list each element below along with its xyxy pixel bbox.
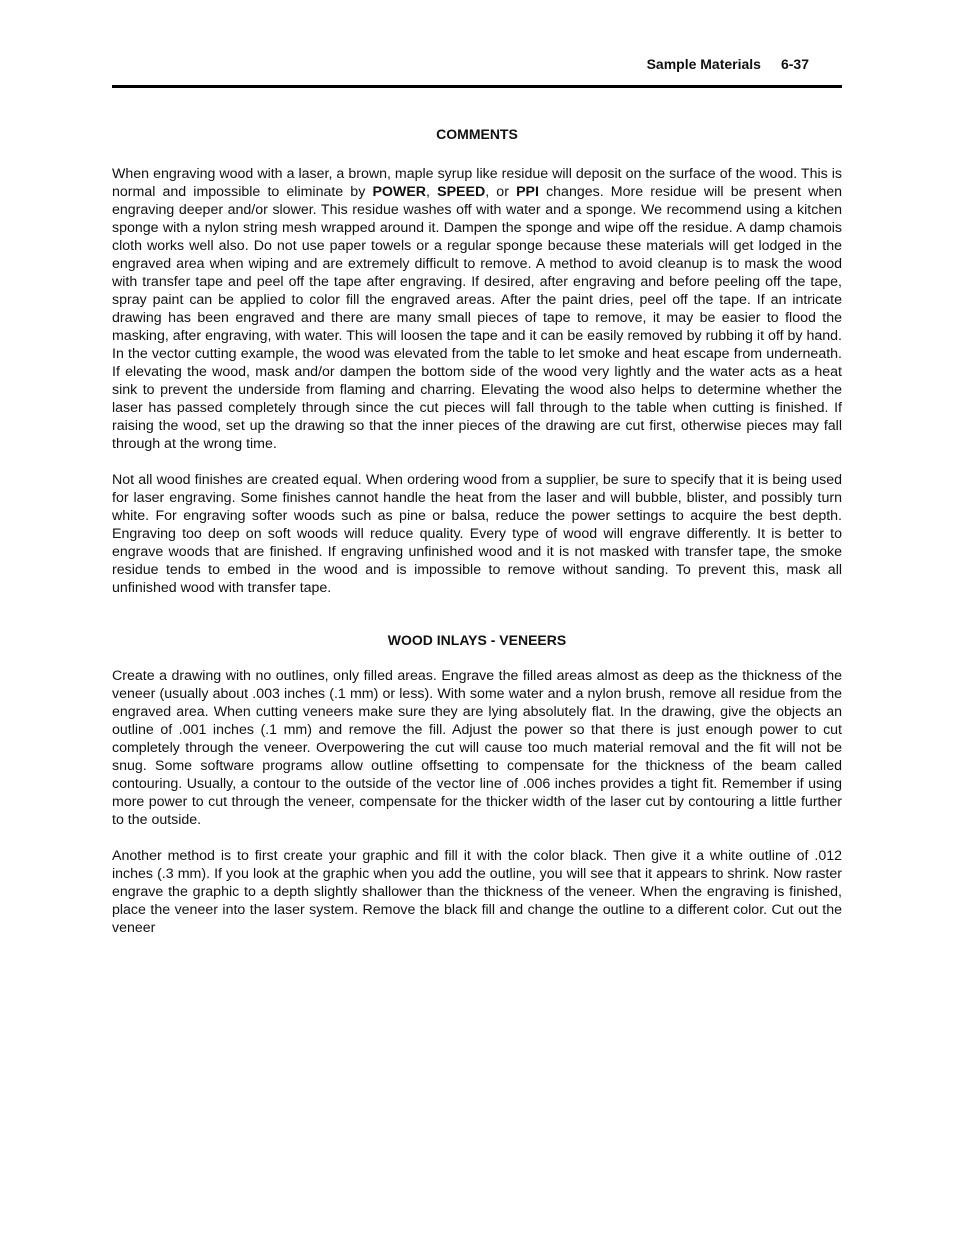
- inlays-paragraph-2: Another method is to first create your graphic and fill it with the color black. Then give it a white outline of .012 inches (.3 mm). If you look at the graphic when you add the outline, you will see that it appears to shrink. Now raster engrave the graphic to a depth slightly shallower than the thickness of the veneer. When the engraving is finished, place the veneer into the laser system. Remove the black fill and change the outline to a different color. Cut out the veneer: [112, 848, 842, 936]
- comments-paragraph-2: Not all wood finishes are created equal. When ordering wood from a supplier, be sure to specify that it is being used for laser engraving. Some finishes cannot handle the heat from the laser and will bubble, blister, and possibly turn white. For engraving softer woods such as pine or balsa, reduce the power settings to acquire the best depth. Engraving too deep on soft woods will reduce quality. Every type of wood will engrave differently. It is better to engrave woods that are finished. If engraving unfinished wood and it is not masked with transfer tape, the smoke residue tends to embed in the wood and is impossible to remove without sanding. To prevent this, mask all unfinished wood with transfer tape.: [112, 472, 842, 596]
- power-keyword: POWER: [372, 184, 427, 200]
- header-page-number: 6-37: [780, 56, 809, 72]
- page-body: [112, 125, 842, 937]
- header-section-title: Sample Materials: [646, 56, 761, 72]
- comments-paragraph-1: When engraving wood with a laser, a brown, maple syrup like residue will deposit on the surface of the wood. This is normal and impossible to eliminate by POWER, SPEED, or PPI changes. More residue will be present when engraving deeper and/or slower. This residue washes off with water and a sponge. We recommend using a kitchen sponge with a nylon string mesh wrapped around it. Dampen the sponge and wipe off the residue. A damp chamois cloth works well also. Do not use paper towels or a regular sponge because these materials will get lodged in the engraved area when wiping and are extremely difficult to remove. A method to avoid cleanup is to mask the wood with transfer tape and peel off the tape after engraving. If desired, after engraving and before peeling off the tape, spray paint can be applied to color fill the engraved areas. After the paint dries, peel off the tape. If an intricate drawing has been engraved and there are many small pieces of tape to remove, it may be easier to flood the masking, after engraving, with water. This will loosen the tape and it can be easily removed by rubbing it off by hand. In the vector cutting example, the wood was elevated from the table to let smoke and heat escape from underneath. If elevating the wood, mask and/or dampen the bottom side of the wood very lightly and the water acts as a heat sink to prevent the underside from flaming and charring. Elevating the wood also helps to determine whether the laser has passed completely through since the cut pieces will fall through to the table when cutting is finished. If raising the wood, set up the drawing so that the inner pieces of the drawing are cut first, otherwise pieces may fall through at the wrong time.: [112, 166, 842, 452]
- header-rule: [112, 85, 842, 88]
- ppi-keyword: PPI: [516, 184, 539, 200]
- speed-keyword: SPEED: [437, 184, 486, 200]
- inlays-paragraph-1: Create a drawing with no outlines, only filled areas. Engrave the filled areas almost as deep as the thickness of the veneer (usually about .003 inches (.1 mm) or less). With some water and a nylon brush, remove all residue from the engraved area. When cutting veneers make sure they are lying absolutely flat. In the drawing, give the objects an outline of .001 inches (.1 mm) and remove the fill. Adjust the power so that there is just enough power to cut completely through the veneer. Overpowering the cut will cause too much material removal and the fit will not be snug. Some software programs allow outline offsetting to compensate for the thickness of the beam called contouring. Usually, a contour to the outside of the vector line of .006 inches provides a tight fit. Remember if using more power to cut through the veneer, compensate for the thicker width of the laser cut by contouring a little further to the outside.: [112, 668, 842, 828]
- comments-heading: COMMENTS: [436, 126, 518, 142]
- page-header: [647, 56, 809, 72]
- inlays-heading: WOOD INLAYS - VENEERS: [387, 632, 567, 648]
